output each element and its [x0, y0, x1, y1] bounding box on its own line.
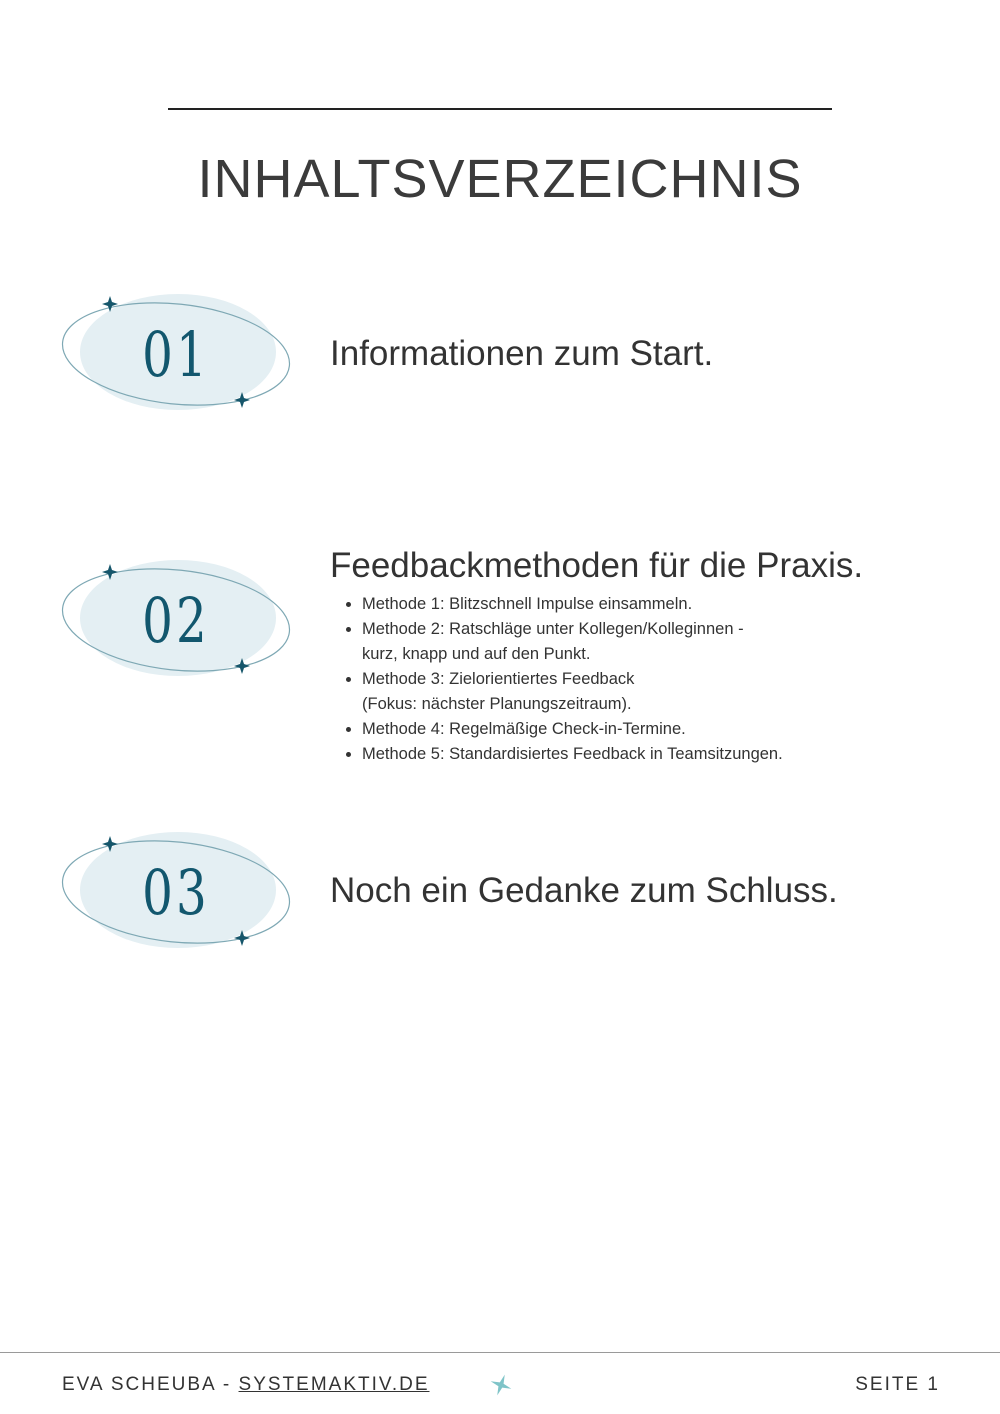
page-number: SEITE 1 — [855, 1374, 940, 1395]
footer-divider — [0, 1352, 1000, 1353]
section-number: 02 — [142, 583, 210, 657]
footer-author: EVA SCHEUBA - SYSTEMAKTIV.DE — [62, 1374, 430, 1395]
method-list — [342, 592, 882, 767]
list-item: • Methode 5: Standardisiertes Feedback in Teamsitzungen. — [362, 742, 882, 767]
section-heading-03[interactable]: Noch ein Gedanke zum Schluss. — [330, 871, 838, 910]
list-item: • Methode 2: Ratschläge unter Kollegen/Kolleginnen - kurz, knapp und auf den Punkt. — [362, 617, 882, 667]
list-item: • Methode 4: Regelmäßige Check-in-Termine. — [362, 717, 882, 742]
list-item: • Methode 3: Zielorientiertes Feedback (Fokus: nächster Planungszeitraum). — [362, 667, 882, 717]
number-badge-01 — [60, 292, 292, 416]
website-link[interactable]: SYSTEMAKTIV.DE — [238, 1374, 430, 1395]
page-title: INHALTSVERZEICHNIS — [197, 149, 803, 209]
section-number: 01 — [142, 317, 210, 391]
section-heading-02[interactable]: Feedbackmethoden für die Praxis. — [330, 546, 864, 585]
number-badge-02 — [60, 558, 292, 682]
number-badge-03 — [60, 830, 292, 954]
section-heading-01[interactable]: Informationen zum Start. — [330, 334, 714, 373]
list-item: • Methode 1: Blitzschnell Impulse einsammeln. — [362, 592, 882, 617]
sparkle-star-icon — [490, 1374, 512, 1396]
top-divider — [168, 108, 832, 110]
section-number: 03 — [142, 855, 210, 929]
